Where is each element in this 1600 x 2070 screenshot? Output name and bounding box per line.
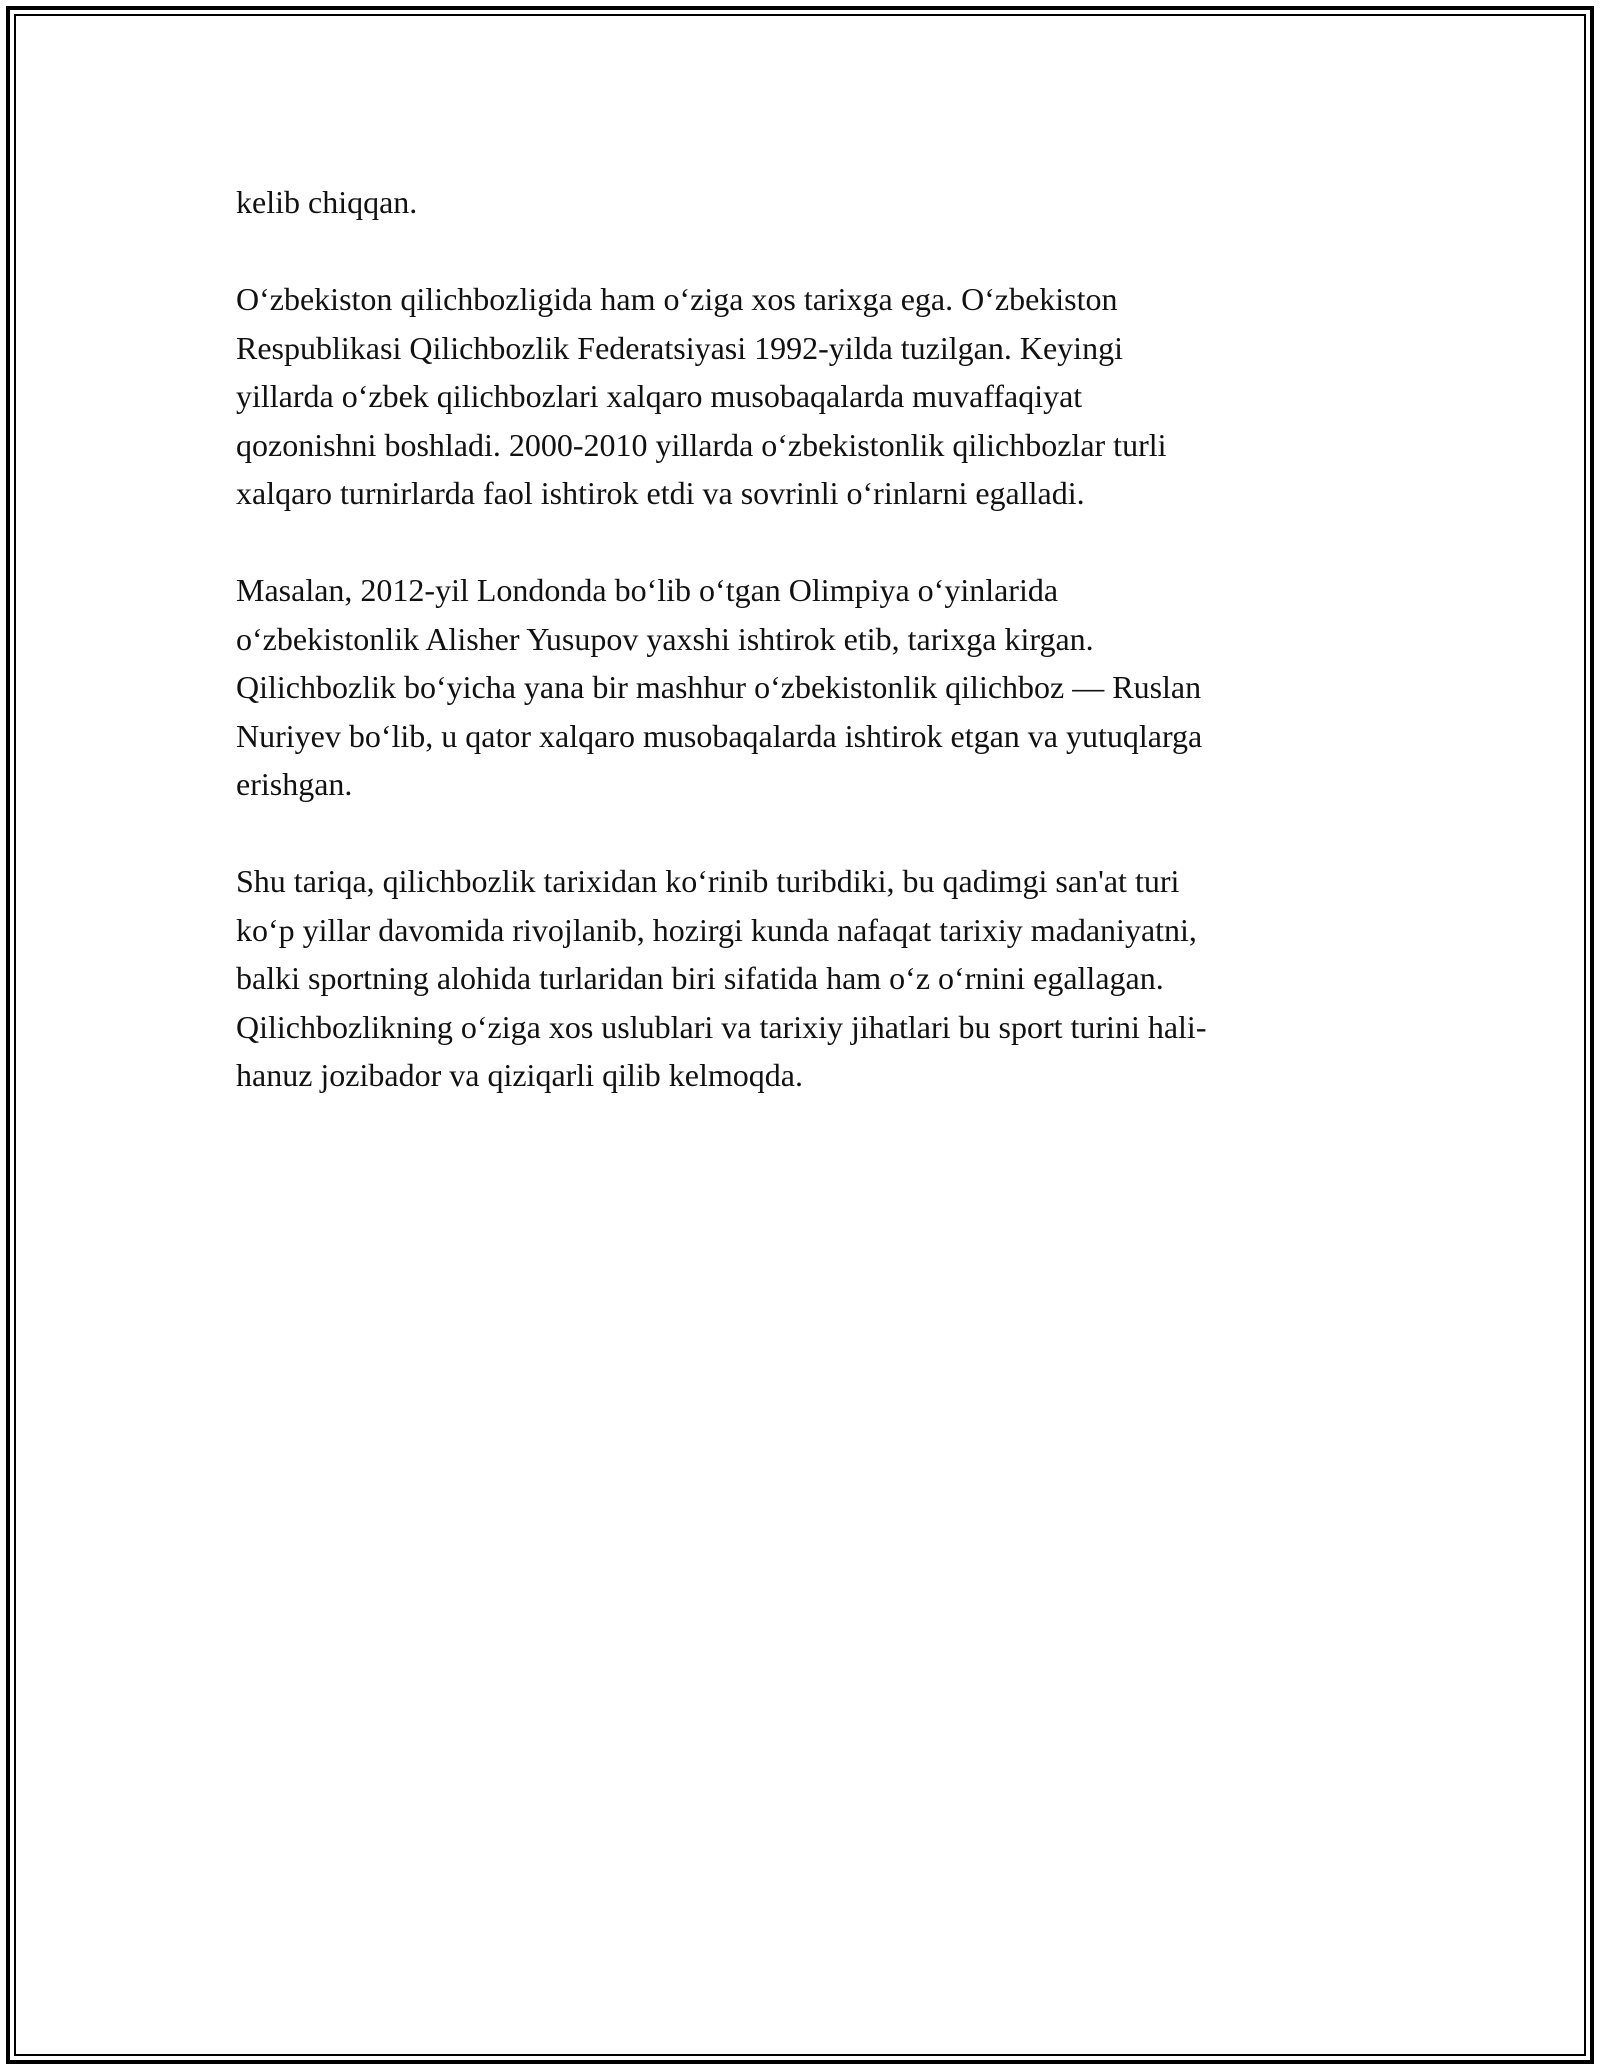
paragraph-notable-fencers: Masalan, 2012-yil Londonda bo‘lib o‘tgan Olimpiya o‘yinlarida o‘zbekistonlik Alisher Yusupov yaxshi ishtirok etib, tarixga kirgan. Qilichbozlik bo‘yicha yana bir mashhur o‘zbekistonlik qilichboz — Ruslan Nuriyev bo‘lib, u qator xalqaro musobaqalarda ishtirok etgan va yutuqlarga erishgan. (236, 572, 1203, 802)
paragraph-continuation: kelib chiqqan. (236, 184, 418, 220)
paragraph-conclusion: Shu tariqa, qilichbozlik tarixidan ko‘rinib turibdiki, bu qadimgi san'at turi ko‘p yillar davomida rivojlanib, hozirgi kunda nafaqat tarixiy madaniyatni, balki sportning alohida turlaridan biri sifatida ham o‘z o‘rnini egallagan. Qilichbozlikning o‘ziga xos uslublari va tarixiy jihatlari bu sport turini hali- hanuz jozibador va qiziqarli qilib kelmoqda. (236, 863, 1207, 1093)
paragraph-uzbekistan-history: O‘zbekiston qilichbozligida ham o‘ziga xos tarixga ega. O‘zbekiston Respublikasi Qilichbozlik Federatsiyasi 1992-yilda tuzilgan. Keyingi yillarda o‘zbek qilichbozlari xalqaro musobaqalarda muvaffaqiyat qozonishni boshladi. 2000-2010 yillarda o‘zbekistonlik qilichbozlar turli xalqaro turnirlarda faol ishtirok etdi va sovrinli o‘rinlarni egalladi. (236, 281, 1167, 511)
document-body (236, 178, 1356, 1148)
